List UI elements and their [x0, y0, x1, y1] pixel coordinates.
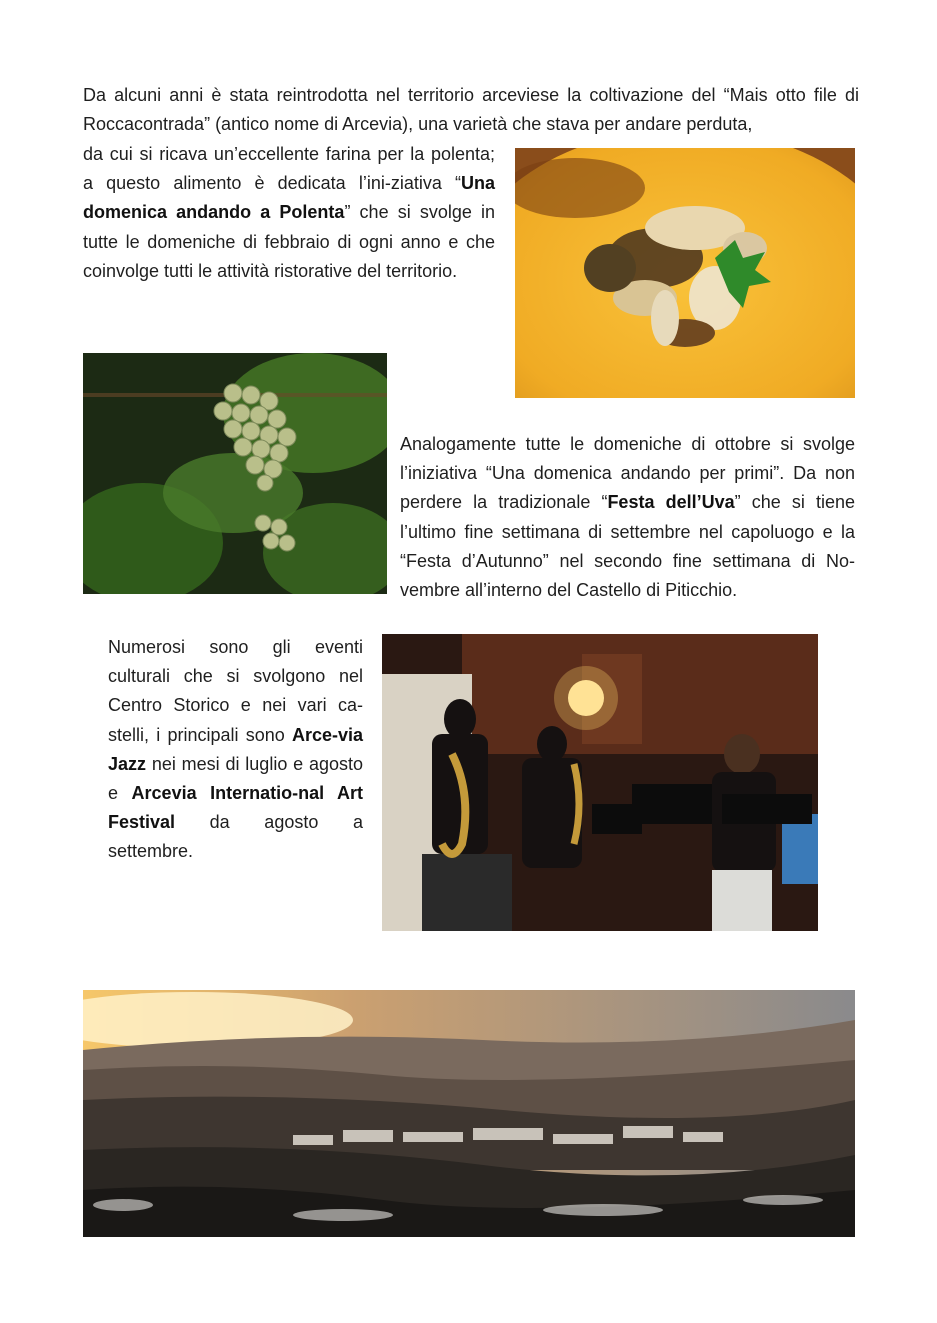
text-run: ” che si tiene l’ultimo fine settimana di settembre nel capoluogo e la “Festa d’Autunno” nel secondo fine settimana di No-vembre all’interno del Castello di Piticchio.	[400, 492, 855, 601]
bold-text: Arcevia Internatio-nal Art Festival	[108, 783, 363, 833]
grapes-photo	[83, 353, 387, 594]
text-run: da cui si ricava un’eccellente farina per la polenta; a questo alimento è dedicata l’ini-ziativa “	[83, 144, 495, 194]
text-run: Analogamente tutte le domeniche di ottobre si svolge l’iniziativa “Una domenica andando per primi”. Da non perdere la tradizionale “	[400, 434, 855, 513]
text-run: nei mesi di luglio e agosto e	[108, 753, 363, 804]
text-run: ” che si svolge in tutte le domeniche di febbraio di ogni anno e che coinvolge tutti le attività ristorative del territorio.	[83, 202, 496, 281]
polenta-paragraph	[83, 140, 495, 286]
festivals-paragraph	[400, 430, 855, 605]
intro-paragraph	[83, 81, 859, 139]
text-run: Da alcuni anni è stata reintrodotta nel territorio arceviese la coltivazione del “Mais otto file di Roccacontrada” (antico nome di Arcevia), una varietà che stava per andare perduta,	[83, 85, 859, 135]
text-run: da agosto a settembre.	[108, 812, 363, 862]
polenta-photo	[515, 148, 855, 398]
events-paragraph	[108, 633, 363, 867]
bold-text: Una domenica andando a Polenta	[83, 173, 495, 223]
bold-text: Arce-via Jazz	[108, 724, 363, 774]
panorama-photo	[83, 990, 855, 1237]
jazz-concert-photo	[382, 634, 818, 931]
bold-text: Festa dell’Uva	[607, 492, 735, 513]
text-run: Numerosi sono gli eventi culturali che si svolgono nel Centro Storico e nei vari ca-stelli, i principali sono	[108, 637, 363, 745]
